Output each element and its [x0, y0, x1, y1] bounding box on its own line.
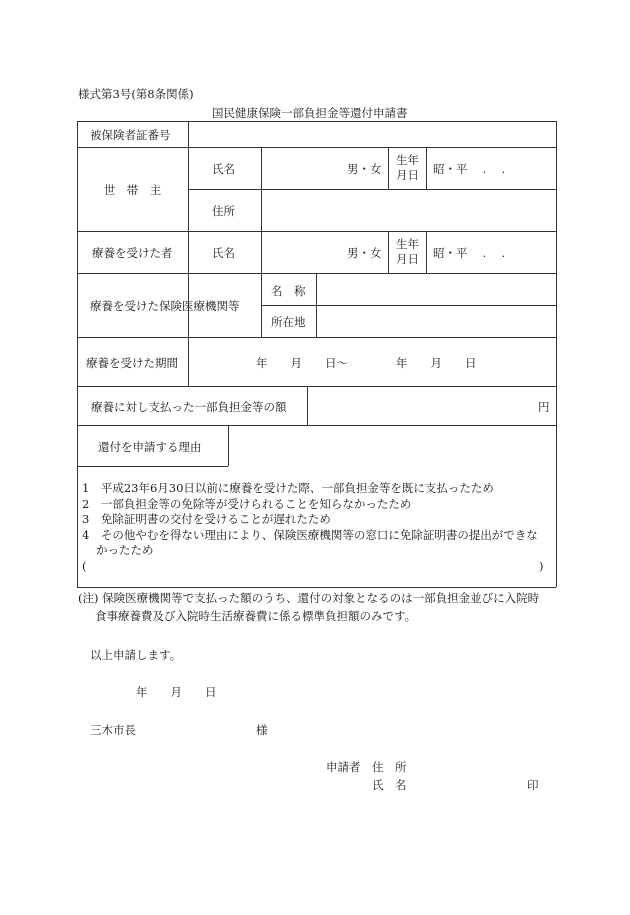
applicant-address-label: 住 所 — [372, 760, 407, 774]
institution-location-label: 所在地 — [271, 315, 306, 329]
paid-amount-label: 療養に対し支払った一部負担金等の額 — [91, 400, 287, 414]
birth-label-line2: 月日 — [396, 252, 419, 266]
patient-name-field[interactable] — [263, 232, 343, 272]
form-title: 国民健康保険一部負担金等還付申請書 — [212, 106, 408, 120]
period-to[interactable]: 年 月 日 — [396, 356, 477, 370]
householder-birthdate[interactable]: 昭・平 . . — [433, 162, 506, 176]
mayor-label: 三木市長 — [90, 723, 136, 737]
form-number: 様式第3号(第8条関係) — [78, 87, 194, 101]
date-line[interactable]: 年 月 日 — [136, 685, 217, 699]
reason-label: 還付を申請する理由 — [98, 440, 202, 454]
householder-birth-label — [389, 153, 426, 183]
reason-item-2[interactable]: 2 一部負担金等の免除等が受けられることを知らなかったため — [82, 496, 412, 511]
patient-label: 療養を受けた者 — [92, 246, 173, 260]
patient-birthdate[interactable]: 昭・平 . . — [433, 246, 506, 260]
householder-address-field[interactable] — [263, 190, 554, 230]
reason-item-4[interactable]: 4 その他やむを得ない理由により、保険医療機関等の窓口に免除証明書の提出ができな — [82, 527, 538, 542]
householder-address-label: 住所 — [212, 204, 235, 218]
paid-amount-field[interactable] — [309, 387, 529, 424]
birth-label-line2: 月日 — [396, 168, 419, 182]
institution-name-label: 名 称 — [271, 284, 306, 298]
birth-label-line1: 生年 — [396, 153, 419, 167]
householder-name-field[interactable] — [263, 148, 343, 188]
insured-number-field[interactable] — [190, 122, 554, 146]
note-line-1: (注) 保険医療機関等で支払った額のうち、還付の対象となるのは一部負担金並びに入院時 — [78, 591, 540, 605]
reason-list — [82, 481, 538, 559]
reason-item-4-cont: かったため — [96, 543, 154, 557]
period-from[interactable]: 年 月 日〜 — [256, 356, 348, 370]
householder-sex[interactable]: 男・女 — [347, 162, 382, 176]
patient-name-label: 氏名 — [212, 246, 235, 260]
period-label: 療養を受けた期間 — [86, 356, 178, 370]
other-open-paren: ( — [82, 559, 87, 573]
reason-item-3[interactable]: 3 免除証明書の交付を受けることが遅れたため — [82, 512, 331, 526]
applicant-label: 申請者 — [326, 760, 361, 774]
sama-label: 様 — [256, 723, 268, 737]
seal-mark: 印 — [527, 778, 539, 792]
patient-sex[interactable]: 男・女 — [347, 246, 382, 260]
birth-label-line1: 生年 — [396, 237, 419, 251]
other-reason-field[interactable] — [95, 557, 535, 577]
institution-label: 療養を受けた保険医療機関等 — [90, 299, 240, 313]
patient-birth-label — [389, 237, 426, 267]
yen-unit: 円 — [538, 400, 550, 414]
institution-name-field[interactable] — [318, 274, 554, 304]
institution-location-field[interactable] — [318, 306, 554, 336]
applicant-name-label: 氏 名 — [372, 778, 407, 792]
reason-item-1[interactable]: 1 平成23年6月30日以前に療養を受けた際、一部負担金等を既に支払ったため — [82, 481, 494, 495]
other-close-paren: ) — [539, 559, 544, 573]
note-line-2: 食事療養費及び入院時生活療養費に係る標準負担額のみです。 — [95, 609, 417, 623]
insured-number-label: 被保険者証番号 — [90, 128, 171, 142]
householder-name-label: 氏名 — [212, 162, 235, 176]
closing-statement: 以上申請します。 — [90, 648, 182, 662]
householder-label: 世 帯 主 — [103, 183, 162, 197]
